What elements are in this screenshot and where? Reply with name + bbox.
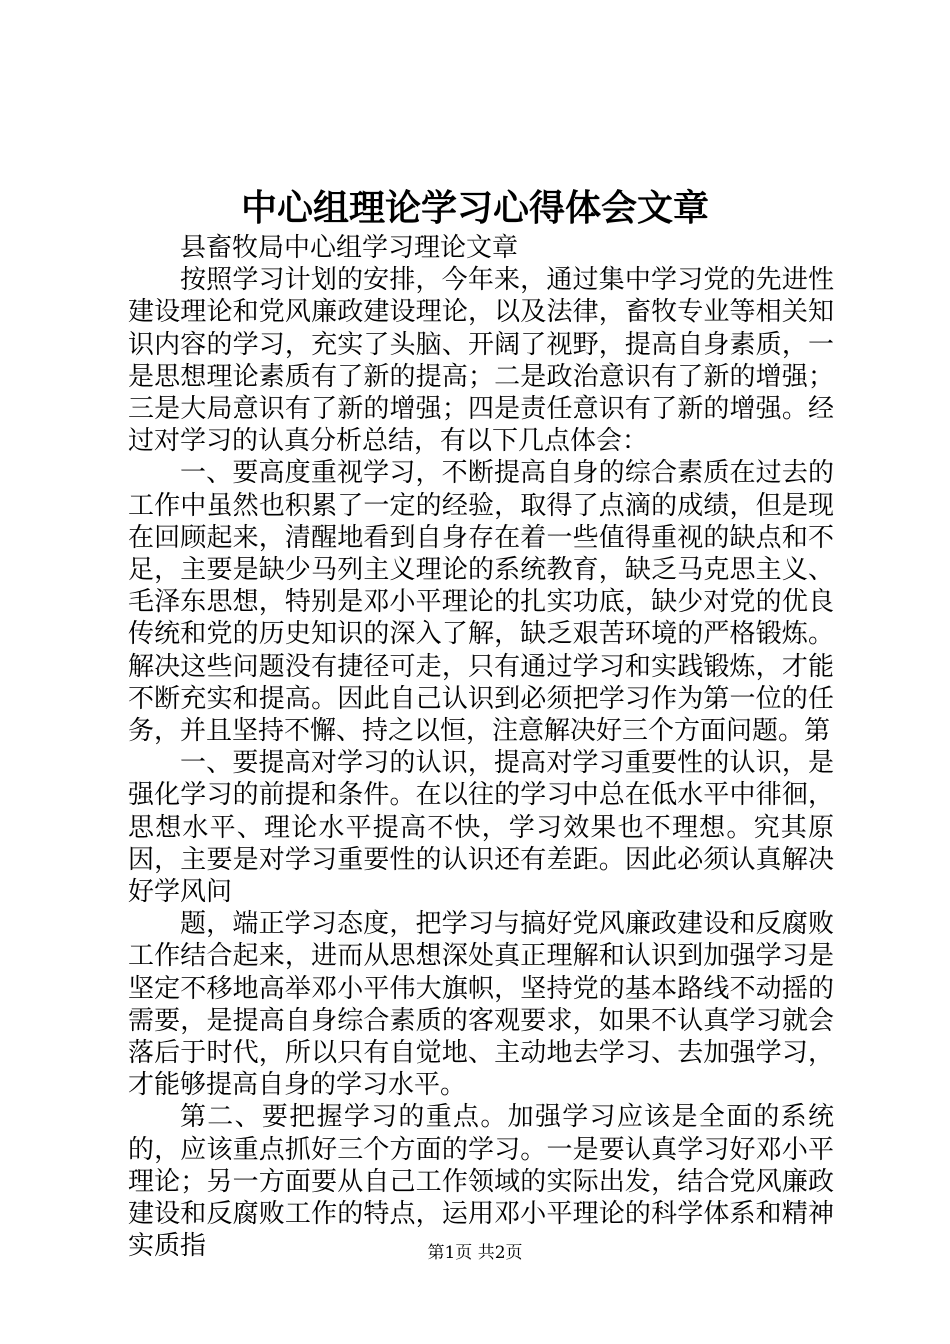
subtitle-paragraph: 县畜牧局中心组学习理论文章 — [180, 233, 519, 263]
body-paragraph: 一、要提高对学习的认识，提高对学习重要性的认识，是强化学习的前提和条件。在以往的学习中总在低水平中徘徊，思想水平、理论水平提高不快，学习效果也不理想。究其原因，主要是对学习重要性的认识还有差距。因此必须认真解决好学风问 — [128, 748, 834, 908]
intro-paragraph: 按照学习计划的安排，今年来，通过集中学习党的先进性建设理论和党风廉政建设理论，以及法律，畜牧专业等相关知识内容的学习，充实了头脑、开阔了视野，提高自身素质，一是思想理论素质有了新的提高；二是政治意识有了新的增强；三是大局意识有了新的增强；四是责任意识有了新的增强。经过对学习的认真分析总结，有以下几点体会： — [128, 265, 834, 457]
document-title: 中心组理论学习心得体会文章 — [240, 187, 709, 229]
page-number-footer: 第1页 共2页 — [427, 1243, 523, 1263]
body-paragraph: 一、要高度重视学习，不断提高自身的综合素质在过去的工作中虽然也积累了一定的经验，取得了点滴的成绩，但是现在回顾起来，清醒地看到自身存在着一些值得重视的缺点和不足，主要是缺少马列主义理论的系统教育，缺乏马克思主义、毛泽东思想，特别是邓小平理论的扎实功底，缺少对党的优良传统和党的历史知识的深入了解，缺乏艰苦环境的严格锻炼。解决这些问题没有捷径可走，只有通过学习和实践锻炼，才能不断充实和提高。因此自己认识到必须把学习作为第一位的任务，并且坚持不懈、持之以恒，注意解决好三个方面问题。第 — [128, 458, 834, 747]
body-paragraph: 第二、要把握学习的重点。加强学习应该是全面的系统的，应该重点抓好三个方面的学习。一是要认真学习好邓小平理论；另一方面要从自己工作领域的实际出发，结合党风廉政建设和反腐败工作的特点，运用邓小平理论的科学体系和精神实质指 — [128, 1102, 834, 1262]
body-paragraph: 题，端正学习态度，把学习与搞好党风廉政建设和反腐败工作结合起来，进而从思想深处真正理解和认识到加强学习是坚定不移地高举邓小平伟大旗帜，坚持党的基本路线不动摇的需要，是提高自身综合素质的客观要求，如果不认真学习就会落后于时代，所以只有自觉地、主动地去学习、去加强学习，才能够提高自身的学习水平。 — [128, 909, 834, 1101]
document-body — [128, 232, 834, 1263]
